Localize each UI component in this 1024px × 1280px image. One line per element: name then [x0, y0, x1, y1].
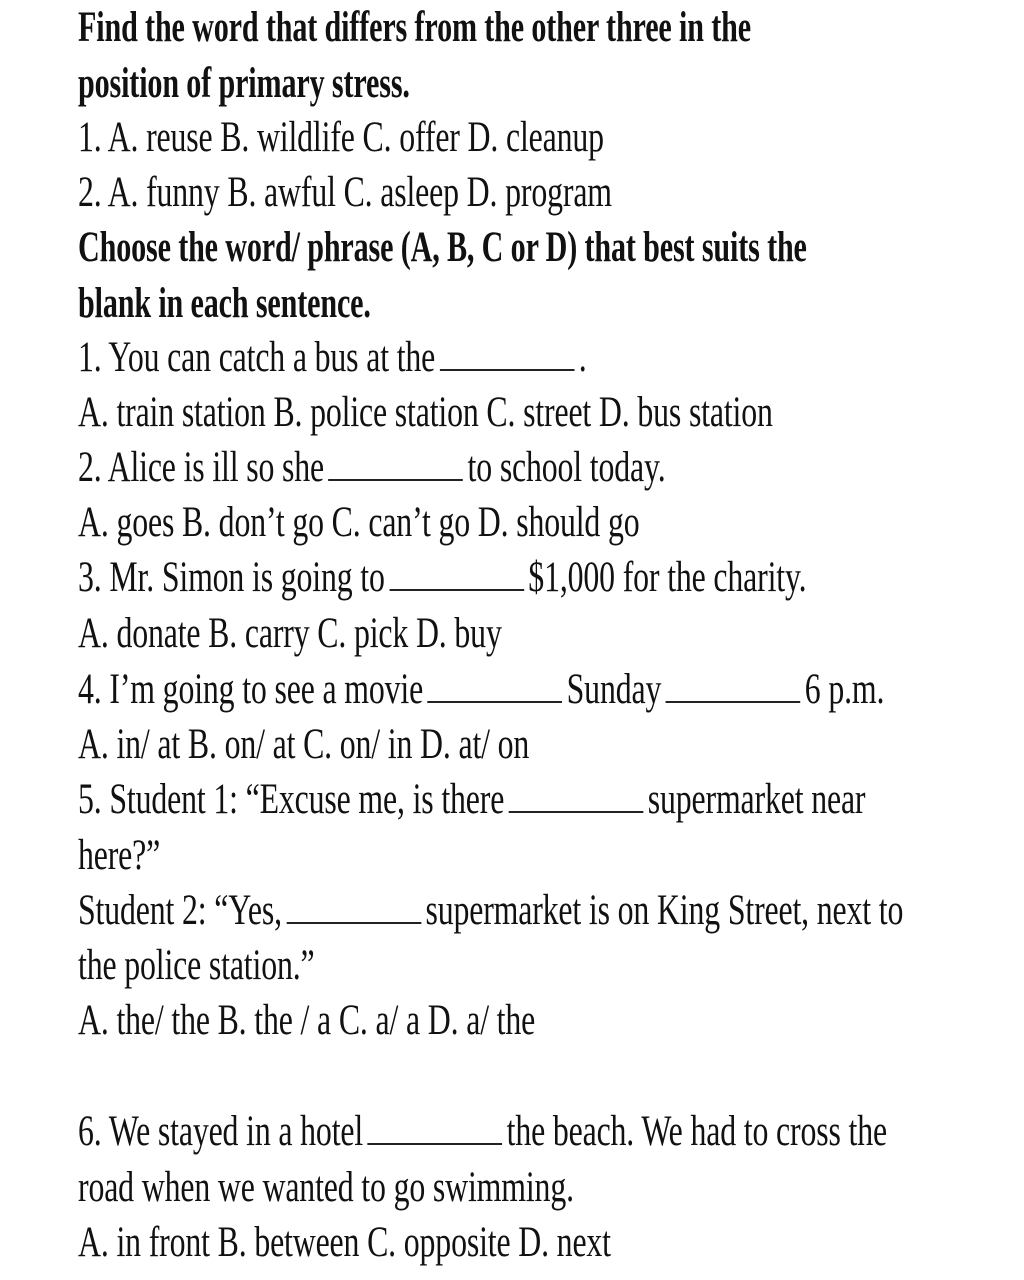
- question-4-stem: [78, 662, 884, 717]
- question-2-stem-after: to school today.: [467, 444, 666, 491]
- answer-blank: [368, 1113, 503, 1145]
- question-4-options: A. in/ at B. on/ at C. on/ in D. at/ on: [78, 721, 530, 768]
- answer-blank: [440, 339, 575, 371]
- question-6-line1: [78, 1104, 887, 1159]
- answer-blank: [389, 559, 524, 591]
- section1-instruction-line1: Find the word that differs from the other three in the: [78, 4, 751, 51]
- answer-blank: [286, 892, 421, 924]
- question-3-stem-after: $1,000 for the charity.: [528, 554, 807, 601]
- question-5-line1-after: supermarket near: [647, 776, 866, 823]
- question-5-line3-after: supermarket is on King Street, next to: [425, 887, 904, 934]
- question-6-line2: road when we wanted to go swimming.: [78, 1164, 574, 1211]
- question-5-line1: [78, 772, 865, 827]
- question-1-options: A. train station B. police station C. street D. bus station: [78, 389, 773, 436]
- section2-instruction-line2: blank in each sentence.: [78, 280, 371, 327]
- question-2-options: A. goes B. don’t go C. can’t go D. should go: [78, 499, 640, 546]
- question-5-line1-before: 5. Student 1: “Excuse me, is there: [78, 776, 505, 823]
- question-6-line1-after: the beach. We had to cross the: [506, 1108, 887, 1155]
- question-5-line3: [78, 883, 903, 938]
- question-6-options: A. in front B. between C. opposite D. next: [78, 1219, 611, 1266]
- answer-blank: [509, 781, 644, 813]
- section2-instruction-line1: Choose the word/ phrase (A, B, C or D) that best suits the: [78, 224, 807, 271]
- question-3-stem-before: 3. Mr. Simon is going to: [78, 554, 385, 601]
- question-5-line3-before: Student 2: “Yes,: [78, 887, 282, 934]
- stress-question-2: 2. A. funny B. awful C. asleep D. program: [78, 169, 612, 216]
- question-2-stem: [78, 440, 666, 495]
- question-5-line2: here?”: [78, 832, 161, 879]
- answer-blank: [428, 671, 563, 703]
- question-4-stem-after: 6 p.m.: [804, 666, 885, 713]
- stress-question-1: 1. A. reuse B. wildlife C. offer D. cleanup: [78, 114, 604, 161]
- question-5-line4: the police station.”: [78, 942, 315, 989]
- question-3-options: A. donate B. carry C. pick D. buy: [78, 610, 502, 657]
- question-4-stem-before: 4. I’m going to see a movie: [78, 666, 424, 713]
- question-2-stem-before: 2. Alice is ill so she: [78, 444, 324, 491]
- question-4-stem-middle: Sunday: [566, 666, 662, 713]
- question-5-options: A. the/ the B. the / a C. a/ a D. a/ the: [78, 997, 536, 1044]
- question-1-stem: [78, 330, 587, 385]
- question-6-line1-before: 6. We stayed in a hotel: [78, 1108, 364, 1155]
- answer-blank: [666, 671, 801, 703]
- question-1-stem-after: .: [578, 334, 587, 381]
- question-3-stem: [78, 550, 806, 605]
- section1-instruction-line2: position of primary stress.: [78, 60, 410, 107]
- answer-blank: [328, 449, 463, 481]
- question-1-stem-before: 1. You can catch a bus at the: [78, 334, 436, 381]
